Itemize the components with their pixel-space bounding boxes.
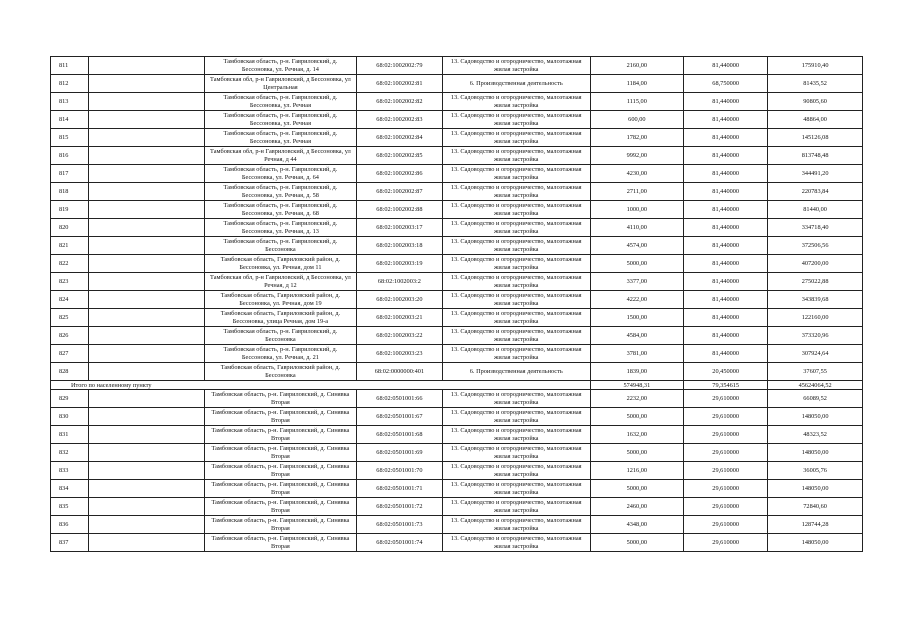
address-cell: Тамбовская область, р-н. Гавриловский, д. Синявка Вторая [204,426,356,444]
table-row [51,426,863,444]
row-number: 819 [51,201,89,219]
specific-value-cell: 81,440000 [684,129,768,147]
table-row [51,183,863,201]
address-cell: Тамбовская область, р-н. Гавриловский, д. Бессоновка, ул. Речная, д. 14 [204,57,356,75]
specific-value-cell: 29,610000 [684,408,768,426]
cadastral-number-cell: 68:02:1002002:88 [356,201,442,219]
cadastral-number-cell: 68:02:0501001:67 [356,408,442,426]
cadastral-value-table [50,56,863,552]
cadastral-value-cell: 175910,40 [768,57,863,75]
table-row [51,237,863,255]
area-cell: 600,00 [590,111,684,129]
row-number: 830 [51,408,89,426]
cadastral-value-cell: 145126,08 [768,129,863,147]
area-cell: 1500,00 [590,309,684,327]
land-use-cell: 13. Садоводство и огородничество, малоэтажная жилая застройка [442,273,590,291]
cadastral-value-cell: 48864,00 [768,111,863,129]
cadastral-value-cell: 343839,68 [768,291,863,309]
specific-value-cell: 81,440000 [684,183,768,201]
land-use-cell: 13. Садоводство и огородничество, малоэтажная жилая застройка [442,327,590,345]
cadastral-number-cell: 68:02:0501001:66 [356,390,442,408]
area-cell: 2160,00 [590,57,684,75]
table-row [51,93,863,111]
cadastral-number-cell: 68:02:1002003:18 [356,237,442,255]
land-use-cell: 13. Садоводство и огородничество, малоэтажная жилая застройка [442,534,590,552]
address-cell: Тамбовская область, р-н. Гавриловский, д. Бессоновка [204,327,356,345]
address-cell: Тамбовская область, р-н. Гавриловский, д. Бессоновка, ул. Речная, д. 58 [204,183,356,201]
land-use-cell: 13. Садоводство и огородничество, малоэтажная жилая застройка [442,111,590,129]
specific-value-cell: 81,440000 [684,237,768,255]
table-row [51,219,863,237]
table-row [51,291,863,309]
cadastral-value-cell: 813748,48 [768,147,863,165]
row-number: 818 [51,183,89,201]
cadastral-value-cell: 307924,64 [768,345,863,363]
row-number: 811 [51,57,89,75]
area-cell: 2460,00 [590,498,684,516]
empty-cell [88,444,204,462]
address-cell: Тамбовская область, р-н. Гавриловский, д. Синявка Вторая [204,498,356,516]
cadastral-value-cell: 334718,40 [768,219,863,237]
land-use-cell: 13. Садоводство и огородничество, малоэтажная жилая застройка [442,462,590,480]
land-use-cell: 13. Садоводство и огородничество, малоэтажная жилая застройка [442,255,590,273]
specific-value-cell: 29,610000 [684,444,768,462]
row-number: 823 [51,273,89,291]
specific-value-cell: 68,750000 [684,75,768,93]
table-row [51,408,863,426]
cadastral-value-cell: 128744,28 [768,516,863,534]
empty-cell [88,291,204,309]
row-number: 828 [51,363,89,381]
row-number: 826 [51,327,89,345]
cadastral-number-cell: 68:02:1002002:81 [356,75,442,93]
cadastral-number-cell: 68:02:1002002:82 [356,93,442,111]
land-use-cell: 13. Садоводство и огородничество, малоэтажная жилая застройка [442,237,590,255]
empty-cell [88,147,204,165]
row-number: 812 [51,75,89,93]
total-specific-value: 79,354615 [684,381,768,390]
cadastral-number-cell: 68:02:0000000:401 [356,363,442,381]
cadastral-value-cell: 148050,00 [768,480,863,498]
area-cell: 4348,00 [590,516,684,534]
land-use-cell: 13. Садоводство и огородничество, малоэтажная жилая застройка [442,390,590,408]
address-cell: Тамбовская область, р-н. Гавриловский, д. Синявка Вторая [204,480,356,498]
specific-value-cell: 81,440000 [684,345,768,363]
row-number: 827 [51,345,89,363]
cadastral-value-cell: 407200,00 [768,255,863,273]
land-use-cell: 6. Производственная деятельность [442,75,590,93]
empty-cell [88,534,204,552]
cadastral-number-cell: 68:02:1002002:87 [356,183,442,201]
area-cell: 2232,00 [590,390,684,408]
table-row [51,345,863,363]
specific-value-cell: 29,610000 [684,516,768,534]
land-use-cell: 13. Садоводство и огородничество, малоэтажная жилая застройка [442,345,590,363]
row-number: 833 [51,462,89,480]
specific-value-cell: 29,610000 [684,480,768,498]
specific-value-cell: 81,440000 [684,219,768,237]
row-number: 834 [51,480,89,498]
cadastral-number-cell: 68:02:1002003:19 [356,255,442,273]
empty-cell [88,57,204,75]
address-cell: Тамбовская обл, р-н Гавриловский, д Бессоновка, ул Речная, д 12 [204,273,356,291]
area-cell: 5000,00 [590,480,684,498]
address-cell: Тамбовская обл, р-н Гавриловский, д Бессоновка, ул Речная, д 44 [204,147,356,165]
empty-cell [88,462,204,480]
cadastral-value-cell: 72840,60 [768,498,863,516]
row-number: 837 [51,534,89,552]
empty-cell [88,273,204,291]
total-label: Итого по населенному пункту [51,381,591,390]
cadastral-value-cell: 48323,52 [768,426,863,444]
empty-cell [88,129,204,147]
address-cell: Тамбовская область, р-н. Гавриловский, д. Синявка Вторая [204,534,356,552]
table-row [51,147,863,165]
table-row [51,273,863,291]
cadastral-value-cell: 148050,00 [768,534,863,552]
table-row [51,498,863,516]
specific-value-cell: 29,610000 [684,390,768,408]
table-row [51,516,863,534]
empty-cell [88,75,204,93]
cadastral-number-cell: 68:02:1002002:79 [356,57,442,75]
area-cell: 3781,00 [590,345,684,363]
cadastral-value-cell: 372506,56 [768,237,863,255]
area-cell: 1632,00 [590,426,684,444]
empty-cell [88,201,204,219]
address-cell: Тамбовская область, р-н. Гавриловский, д. Синявка Вторая [204,408,356,426]
address-cell: Тамбовская область, р-н. Гавриловский, д. Синявка Вторая [204,462,356,480]
area-cell: 4222,00 [590,291,684,309]
area-cell: 5000,00 [590,444,684,462]
land-use-cell: 13. Садоводство и огородничество, малоэтажная жилая застройка [442,147,590,165]
specific-value-cell: 81,440000 [684,93,768,111]
row-number: 814 [51,111,89,129]
cadastral-number-cell: 68:02:1002003:21 [356,309,442,327]
empty-cell [88,183,204,201]
land-use-cell: 13. Садоводство и огородничество, малоэтажная жилая застройка [442,309,590,327]
land-use-cell: 13. Садоводство и огородничество, малоэтажная жилая застройка [442,219,590,237]
row-number: 817 [51,165,89,183]
specific-value-cell: 81,440000 [684,111,768,129]
empty-cell [88,363,204,381]
empty-cell [88,327,204,345]
specific-value-cell: 81,440000 [684,201,768,219]
cadastral-number-cell: 68:02:1002003:22 [356,327,442,345]
land-use-cell: 13. Садоводство и огородничество, малоэтажная жилая застройка [442,93,590,111]
area-cell: 5000,00 [590,534,684,552]
land-use-cell: 13. Садоводство и огородничество, малоэтажная жилая застройка [442,516,590,534]
land-use-cell: 13. Садоводство и огородничество, малоэтажная жилая застройка [442,291,590,309]
area-cell: 9992,00 [590,147,684,165]
row-number: 835 [51,498,89,516]
area-cell: 3377,00 [590,273,684,291]
cadastral-number-cell: 68:02:1002003:2 [356,273,442,291]
address-cell: Тамбовская область, р-н. Гавриловский, д. Синявка Вторая [204,516,356,534]
cadastral-value-cell: 373320,96 [768,327,863,345]
cadastral-value-cell: 81435,52 [768,75,863,93]
address-cell: Тамбовская область, р-н. Гавриловский, д. Синявка Вторая [204,444,356,462]
address-cell: Тамбовская область, р-н. Гавриловский, д. Бессоновка [204,237,356,255]
land-use-cell: 13. Садоводство и огородничество, малоэтажная жилая застройка [442,498,590,516]
table-row [51,480,863,498]
specific-value-cell: 81,440000 [684,291,768,309]
table-row [51,390,863,408]
area-cell: 1000,00 [590,201,684,219]
cadastral-value-cell: 148050,00 [768,408,863,426]
empty-cell [88,390,204,408]
address-cell: Тамбовская область, р-н. Гавриловский, д. Бессоновка, ул. Речная [204,111,356,129]
cadastral-value-cell: 275022,88 [768,273,863,291]
land-use-cell: 13. Садоводство и огородничество, малоэтажная жилая застройка [442,183,590,201]
row-number: 825 [51,309,89,327]
cadastral-number-cell: 68:02:0501001:73 [356,516,442,534]
cadastral-value-cell: 37607,55 [768,363,863,381]
table-row [51,534,863,552]
land-use-cell: 13. Садоводство и огородничество, малоэтажная жилая застройка [442,129,590,147]
specific-value-cell: 81,440000 [684,273,768,291]
table-row [51,309,863,327]
row-number: 816 [51,147,89,165]
specific-value-cell: 81,440000 [684,327,768,345]
address-cell: Тамбовская область, Гавриловский район, д. Бессоновка, ул. Речная, дом 19 [204,291,356,309]
table-row [51,201,863,219]
address-cell: Тамбовская область, р-н. Гавриловский, д. Бессоновка, ул. Речная [204,129,356,147]
cadastral-number-cell: 68:02:0501001:70 [356,462,442,480]
area-cell: 4574,00 [590,237,684,255]
row-number: 829 [51,390,89,408]
cadastral-value-cell: 122160,00 [768,309,863,327]
address-cell: Тамбовская область, р-н. Гавриловский, д. Бессоновка, ул. Речная [204,93,356,111]
land-use-cell: 13. Садоводство и огородничество, малоэтажная жилая застройка [442,444,590,462]
cadastral-number-cell: 68:02:1002003:17 [356,219,442,237]
cadastral-number-cell: 68:02:0501001:72 [356,498,442,516]
table-row [51,363,863,381]
address-cell: Тамбовская область, Гавриловский район, д. Бессоновка, ул. Речная, дом 11 [204,255,356,273]
row-number: 813 [51,93,89,111]
specific-value-cell: 81,440000 [684,255,768,273]
cadastral-number-cell: 68:02:0501001:68 [356,426,442,444]
area-cell: 1115,00 [590,93,684,111]
specific-value-cell: 29,610000 [684,462,768,480]
table-row [51,57,863,75]
empty-cell [88,255,204,273]
address-cell: Тамбовская обл, р-н Гавриловский, д Бессоновка, ул Центральная [204,75,356,93]
address-cell: Тамбовская область, р-н. Гавриловский, д. Бессоновка, ул. Речная, д. 68 [204,201,356,219]
table-row [51,129,863,147]
land-use-cell: 6. Производственная деятельность [442,363,590,381]
land-use-cell: 13. Садоводство и огородничество, малоэтажная жилая застройка [442,480,590,498]
specific-value-cell: 29,610000 [684,534,768,552]
table-row [51,75,863,93]
table-row [51,462,863,480]
empty-cell [88,309,204,327]
cadastral-value-cell: 344491,20 [768,165,863,183]
address-cell: Тамбовская область, р-н. Гавриловский, д. Бессоновка, ул. Речная, д. 64 [204,165,356,183]
cadastral-number-cell: 68:02:1002003:20 [356,291,442,309]
land-use-cell: 13. Садоводство и огородничество, малоэтажная жилая застройка [442,408,590,426]
empty-cell [88,426,204,444]
cadastral-value-cell: 148050,00 [768,444,863,462]
cadastral-number-cell: 68:02:1002002:84 [356,129,442,147]
row-number: 831 [51,426,89,444]
table-row [51,327,863,345]
area-cell: 2711,00 [590,183,684,201]
area-cell: 5000,00 [590,408,684,426]
cadastral-number-cell: 68:02:1002002:86 [356,165,442,183]
address-cell: Тамбовская область, Гавриловский район, д. Бессоновка, улица Речная, дом 19-а [204,309,356,327]
cadastral-value-cell: 220783,84 [768,183,863,201]
area-cell: 1216,00 [590,462,684,480]
specific-value-cell: 81,440000 [684,309,768,327]
cadastral-value-cell: 81440,00 [768,201,863,219]
table-row [51,165,863,183]
area-cell: 4230,00 [590,165,684,183]
specific-value-cell: 20,450000 [684,363,768,381]
empty-cell [88,219,204,237]
cadastral-number-cell: 68:02:1002002:83 [356,111,442,129]
land-use-cell: 13. Садоводство и огородничество, малоэтажная жилая застройка [442,57,590,75]
specific-value-cell: 81,440000 [684,147,768,165]
land-use-cell: 13. Садоводство и огородничество, малоэтажная жилая застройка [442,165,590,183]
row-number: 820 [51,219,89,237]
area-cell: 1782,00 [590,129,684,147]
area-cell: 5000,00 [590,255,684,273]
empty-cell [88,237,204,255]
row-number: 832 [51,444,89,462]
cadastral-value-cell: 36005,76 [768,462,863,480]
total-cadastral-value: 45624064,52 [768,381,863,390]
empty-cell [88,480,204,498]
specific-value-cell: 29,610000 [684,498,768,516]
empty-cell [88,408,204,426]
empty-cell [88,93,204,111]
area-cell: 4110,00 [590,219,684,237]
table-row [51,444,863,462]
land-use-cell: 13. Садоводство и огородничество, малоэтажная жилая застройка [442,426,590,444]
address-cell: Тамбовская область, Гавриловский район, д. Бессоновка [204,363,356,381]
row-number: 815 [51,129,89,147]
row-number: 824 [51,291,89,309]
total-row [51,381,863,390]
cadastral-number-cell: 68:02:1002003:23 [356,345,442,363]
cadastral-value-cell: 66089,52 [768,390,863,408]
area-cell: 1839,00 [590,363,684,381]
cadastral-value-cell: 90805,60 [768,93,863,111]
area-cell: 1184,00 [590,75,684,93]
row-number: 821 [51,237,89,255]
land-use-cell: 13. Садоводство и огородничество, малоэтажная жилая застройка [442,201,590,219]
cadastral-number-cell: 68:02:0501001:74 [356,534,442,552]
empty-cell [88,516,204,534]
empty-cell [88,165,204,183]
table-body [51,57,863,552]
total-area: 574948,31 [590,381,684,390]
empty-cell [88,498,204,516]
row-number: 822 [51,255,89,273]
specific-value-cell: 81,440000 [684,165,768,183]
address-cell: Тамбовская область, р-н. Гавриловский, д. Бессоновка, ул. Речная, д. 13 [204,219,356,237]
area-cell: 4584,00 [590,327,684,345]
address-cell: Тамбовская область, р-н. Гавриловский, д. Синявка Вторая [204,390,356,408]
address-cell: Тамбовская область, р-н. Гавриловский, д. Бессоновка, ул. Речная, д. 21 [204,345,356,363]
empty-cell [88,111,204,129]
specific-value-cell: 81,440000 [684,57,768,75]
cadastral-number-cell: 68:02:1002002:85 [356,147,442,165]
table-row [51,255,863,273]
empty-cell [88,345,204,363]
specific-value-cell: 29,610000 [684,426,768,444]
cadastral-number-cell: 68:02:0501001:71 [356,480,442,498]
cadastral-number-cell: 68:02:0501001:69 [356,444,442,462]
row-number: 836 [51,516,89,534]
table-row [51,111,863,129]
